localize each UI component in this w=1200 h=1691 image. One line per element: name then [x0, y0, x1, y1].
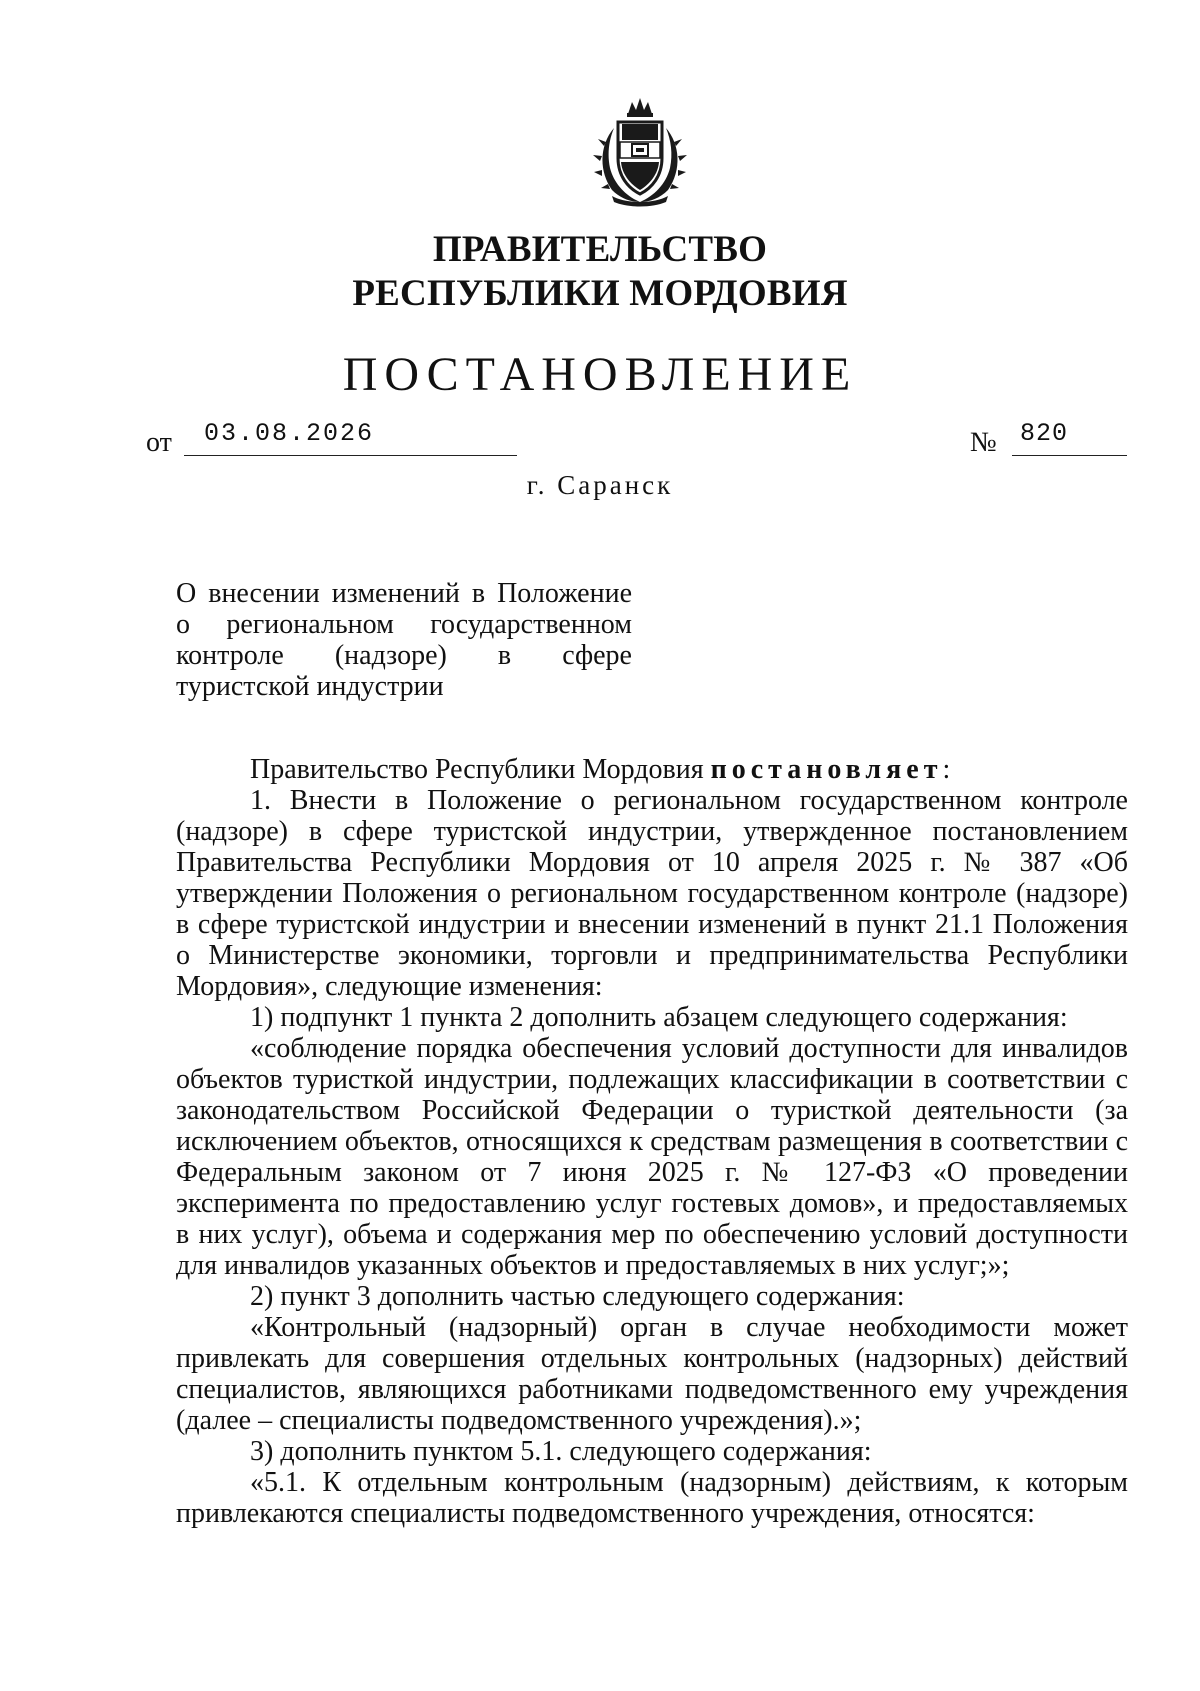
document-type-title: ПОСТАНОВЛЕНИЕ	[342, 348, 858, 401]
subject-line: О внесении изменений в Положение	[176, 578, 632, 609]
subject-line: контроле (надзоре) в сфере	[176, 640, 632, 671]
body-paragraph: «Контрольный (надзорный) орган в случае необходимости может привлекать для совершения отдельных контрольных (надзорных) действий специалистов, являющихся работниками подведомственного ему учреждения (далее – специалисты подведомственного учреждения).»;	[176, 1312, 1128, 1436]
body-paragraph: «5.1. К отдельным контрольным (надзорным) действиям, к которым привлекаются специалисты подведомственного учреждения, относятся:	[176, 1467, 1128, 1529]
subject-line: туристской индустрии	[176, 671, 444, 702]
city-label: г. Саранск	[526, 470, 674, 500]
body-paragraph: 3) дополнить пунктом 5.1. следующего содержания:	[250, 1436, 872, 1467]
government-name-line2: РЕСПУБЛИКИ МОРДОВИЯ	[352, 273, 848, 314]
intro-paragraph	[176, 754, 1128, 785]
intro-colon: :	[942, 754, 951, 785]
government-name-line1: ПРАВИТЕЛЬСТВО	[432, 229, 768, 270]
date-prefix: от	[146, 427, 172, 458]
number-value: 820	[1012, 419, 1127, 456]
document-subject	[176, 578, 632, 702]
body-paragraph: 2) пункт 3 дополнить частью следующего содержания:	[250, 1281, 905, 1312]
body-paragraph: «соблюдение порядка обеспечения условий доступности для инвалидов объектов туристкой индустрии, подлежащих классификации в соответствии с законодательством Российской Федерации о туристкой деятельности (за исключением объектов, относящихся к средствам размещения в соответствии с Федеральным законом от 7 июня 2025 г. № 127-ФЗ «О проведении эксперимента по предоставлению услуг гостевых домов», и предоставляемых в них услуг), объема и содержания мер по обеспечению условий доступности для инвалидов указанных объектов и предоставляемых в них услуг;»;	[176, 1033, 1128, 1281]
intro-verb: постановляет	[710, 754, 943, 785]
date-value: 03.08.2026	[184, 419, 517, 456]
mordovia-coat-of-arms-icon	[586, 92, 694, 208]
document-body	[176, 754, 1128, 1529]
intro-text: Правительство Республики Мордовия	[250, 754, 711, 785]
body-paragraph: 1. Внести в Положение о региональном государственном контроле (надзоре) в сфере туристской индустрии, утвержденное постановлением Правительства Республики Мордовия от 10 апреля 2025 г. № 387 «Об утверждении Положения о региональном государственном контроле (надзоре) в сфере туристской индустрии и внесении изменений в пункт 21.1 Положения о Министерстве экономики, торговли и предпринимательства Республики Мордовия», следующие изменения:	[176, 785, 1128, 1002]
subject-line: о региональном государственном	[176, 609, 632, 640]
body-paragraph: 1) подпункт 1 пункта 2 дополнить абзацем следующего содержания:	[250, 1002, 1068, 1033]
number-prefix: №	[970, 427, 997, 458]
